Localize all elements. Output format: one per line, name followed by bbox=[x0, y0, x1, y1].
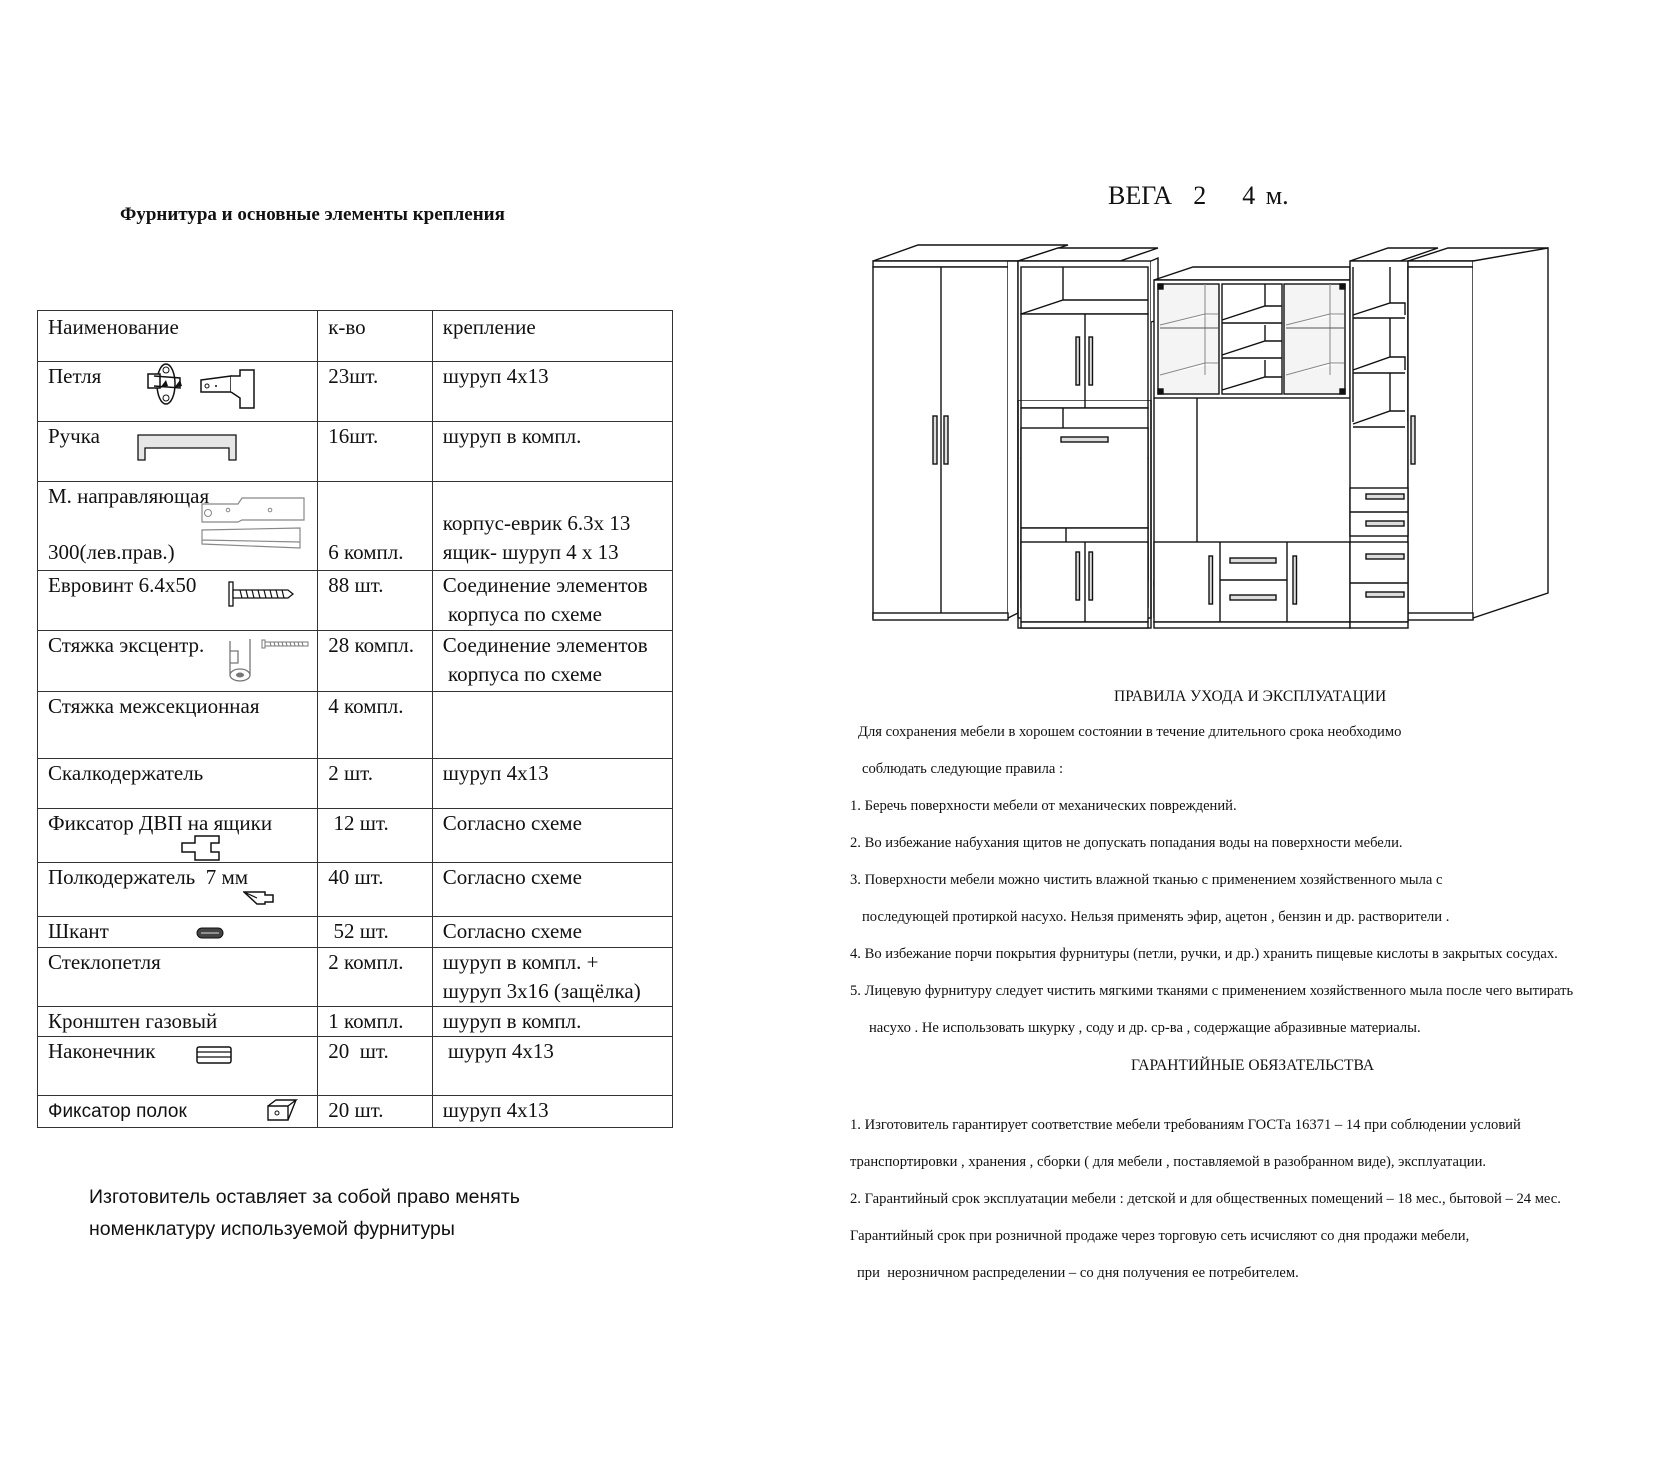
table-row bbox=[38, 692, 673, 759]
care-line: насухо . Не использовать шкурку , соду и др. ср-ва , содержащие абразивные материалы. bbox=[869, 1020, 1421, 1036]
table-row bbox=[38, 917, 673, 948]
item-qty: 28 компл. bbox=[318, 631, 433, 692]
item-name: Полкодержатель 7 мм bbox=[48, 865, 249, 889]
care-line: последующей протиркой насухо. Нельзя применять эфир, ацетон , бензин и др. растворители . bbox=[862, 909, 1450, 925]
item-fastening: Согласно схеме bbox=[442, 919, 582, 943]
item-fastening: шуруп в компл. + bbox=[442, 950, 599, 974]
item-name: Фиксатор полок bbox=[48, 1101, 187, 1122]
item-name: Петля bbox=[48, 364, 102, 388]
right-column-upper-drawers bbox=[870, 486, 1550, 546]
item-qty: 16шт. bbox=[318, 422, 433, 482]
item-fastening: шуруп 3х16 (защёлка) bbox=[442, 979, 641, 1003]
table-row bbox=[38, 759, 673, 809]
care-line: 2. Во избежание набухания щитов не допускать попадания воды на поверхности мебели. bbox=[850, 835, 1403, 851]
item-qty: 40 шт. bbox=[318, 863, 433, 917]
item-qty: 12 шт. bbox=[318, 809, 433, 863]
item-name: Стяжка эксцентр. bbox=[48, 633, 205, 657]
item-name: Скалкодержатель bbox=[38, 759, 318, 809]
care-line: соблюдать следующие правила : bbox=[862, 761, 1064, 777]
item-qty: 1 компл. bbox=[318, 1007, 433, 1037]
item-fastening: шуруп 4х13 bbox=[442, 1039, 554, 1063]
hardware-section-title: Фурнитура и основные элементы крепления bbox=[120, 204, 505, 225]
item-name: Фиксатор ДВП на ящики bbox=[48, 811, 273, 835]
warranty-heading: ГАРАНТИЙНЫЕ ОБЯЗАТЕЛЬСТВА bbox=[1131, 1057, 1375, 1074]
model-size: 4 м. bbox=[1242, 181, 1289, 210]
item-fastening bbox=[432, 692, 672, 759]
item-qty: 6 компл. bbox=[328, 540, 404, 564]
item-qty: 2 шт. bbox=[318, 759, 433, 809]
hdf-clip-icon bbox=[181, 835, 223, 861]
item-name: Стеклопетля bbox=[38, 948, 318, 1007]
item-fastening: Согласно схеме bbox=[442, 811, 582, 835]
item-fastening: корпус-еврик 6.3х 13 bbox=[442, 511, 631, 535]
item-fastening: ящик- шуруп 4 х 13 bbox=[442, 540, 619, 564]
table-row bbox=[38, 482, 673, 571]
table-row bbox=[38, 948, 673, 1007]
drawer-slide-icon bbox=[200, 494, 310, 554]
euroscrew-icon bbox=[228, 580, 294, 608]
warranty-line: Гарантийный срок при розничной продаже через торговую сеть исчисляют со дня продажи мебели, bbox=[850, 1228, 1470, 1244]
glass-cabinet bbox=[1154, 267, 1350, 398]
table-row bbox=[38, 1007, 673, 1037]
cam-lock-icon bbox=[228, 635, 318, 685]
item-name: Кронштен газовый bbox=[38, 1007, 318, 1037]
item-fastening: корпуса по схеме bbox=[442, 662, 602, 686]
item-name: Евровинт 6.4х50 bbox=[48, 573, 197, 597]
table-row bbox=[38, 631, 673, 692]
header-fastening: крепление bbox=[432, 311, 672, 362]
item-qty: 52 шт. bbox=[318, 917, 433, 948]
hardware-table bbox=[37, 310, 673, 1128]
item-fastening: шуруп 4х13 bbox=[442, 364, 549, 388]
table-row bbox=[38, 1037, 673, 1096]
care-line: 5. Лицевую фурнитуру следует чистить мягкими тканями с применением хозяйственного мыла после чего вытирать bbox=[850, 983, 1574, 999]
table-row bbox=[38, 809, 673, 863]
warranty-line: 1. Изготовитель гарантирует соответствие мебели требованиям ГОСТа 16371 – 14 при соблюдении условий bbox=[850, 1117, 1521, 1133]
item-fastening: шуруп 4х13 bbox=[442, 1098, 549, 1122]
care-line: 3. Поверхности мебели можно чистить влажной тканью с применением хозяйственного мыла с bbox=[850, 872, 1443, 888]
model-name: ВЕГА 2 bbox=[1108, 181, 1207, 210]
model-title bbox=[1108, 181, 1289, 211]
table-row bbox=[38, 1096, 673, 1128]
care-line: 4. Во избежание порчи покрытия фурнитуры (петли, ручки, и др.) хранить пищевые кислоты в закрытых сосудах. bbox=[850, 946, 1558, 962]
warranty-line: транспортировки , хранения , сборки ( для мебели , поставляемой в разобранном виде), эксплуатации. bbox=[850, 1154, 1487, 1170]
end-cap-icon bbox=[196, 1046, 232, 1064]
item-fastening: шуруп в компл. bbox=[442, 424, 582, 448]
item-name: Наконечник bbox=[48, 1039, 156, 1063]
table-row bbox=[38, 362, 673, 422]
header-name: Наименование bbox=[38, 311, 318, 362]
item-name: Шкант bbox=[48, 919, 109, 943]
shelf-support-icon bbox=[243, 890, 275, 906]
item-qty: 20 шт. bbox=[318, 1037, 433, 1096]
dowel-icon bbox=[196, 927, 224, 939]
item-fastening: шуруп в компл. bbox=[442, 1009, 582, 1033]
table-row bbox=[38, 571, 673, 631]
note-line: Изготовитель оставляет за собой право менять bbox=[89, 1186, 520, 1208]
item-name: Стяжка межсекционная bbox=[38, 692, 318, 759]
hinge-icon bbox=[146, 362, 256, 412]
item-fastening: Соединение элементов bbox=[442, 633, 648, 657]
item-name: М. направляющая bbox=[48, 484, 210, 508]
handle-icon bbox=[137, 434, 237, 462]
note-line: номенклатуру используемой фурнитуры bbox=[89, 1218, 455, 1240]
item-fastening: Соединение элементов bbox=[442, 573, 648, 597]
item-name: Ручка bbox=[48, 424, 100, 448]
table-row bbox=[38, 863, 673, 917]
item-fastening: шуруп 4х13 bbox=[442, 761, 549, 785]
care-line: 1. Беречь поверхности мебели от механических повреждений. bbox=[850, 798, 1237, 814]
table-row bbox=[38, 422, 673, 482]
manufacturer-note bbox=[89, 1181, 520, 1245]
warranty-line: 2. Гарантийный срок эксплуатации мебели : детской и для общественных помещений – 18 мес., бытовой – 24 мес. bbox=[850, 1191, 1561, 1207]
item-fastening: корпуса по схеме bbox=[442, 602, 602, 626]
item-name-line2: 300(лев.прав.) bbox=[48, 540, 175, 564]
wall-unit-base bbox=[870, 540, 1550, 640]
care-heading: ПРАВИЛА УХОДА И ЭКСПЛУАТАЦИИ bbox=[1114, 688, 1387, 705]
item-qty: 20 шт. bbox=[318, 1096, 433, 1128]
item-fastening: Согласно схеме bbox=[442, 865, 582, 889]
item-qty: 23шт. bbox=[318, 362, 433, 422]
care-line: Для сохранения мебели в хорошем состоянии в течение длительного срока необходимо bbox=[858, 724, 1402, 740]
item-qty: 88 шт. bbox=[318, 571, 433, 631]
table-header-row bbox=[38, 311, 673, 362]
shelf-lock-icon bbox=[266, 1098, 298, 1122]
header-qty: к-во bbox=[318, 311, 433, 362]
warranty-line: при нерозничном распределении – со дня получения ее потребителем. bbox=[857, 1265, 1299, 1281]
item-qty: 2 компл. bbox=[318, 948, 433, 1007]
item-qty: 4 компл. bbox=[318, 692, 433, 759]
